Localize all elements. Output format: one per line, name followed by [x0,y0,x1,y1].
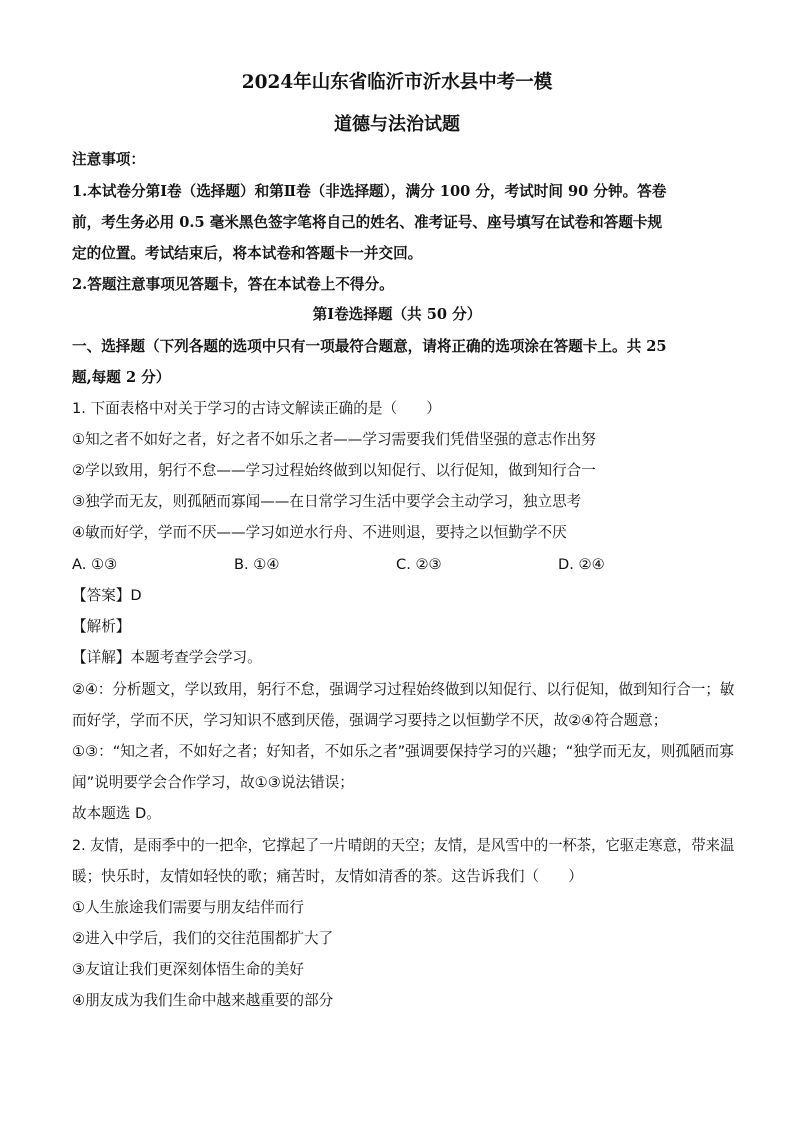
notice-item-1-line-3: 定的位置。考试结束后，将本试卷和答题卡一并交回。 [72,245,423,262]
q1-option-a: A. ①③ [72,556,118,573]
q1-statement-3: ③独学而无友，则孤陋而寡闻——在日常学习生活中要学会主动学习，独立思考 [72,493,582,510]
part1-intro-line-2: 题,每题 2 分） [72,369,171,386]
q2-statement-4: ④朋友成为我们生命中越来越重要的部分 [72,992,334,1009]
exam-subtitle: 道德与法治试题 [334,114,460,135]
notice-item-2: 2.答题注意事项见答题卡，答在本试卷上不得分。 [72,276,394,293]
q2-statement-2: ②进入中学后，我们的交往范围都扩大了 [72,930,334,947]
q1-detail: 【详解】本题考查学会学习。 [72,649,262,666]
q1-option-d: D. ②④ [558,556,605,573]
q1-analysis-label: 【解析】 [72,618,131,635]
q1-option-c: C. ②③ [396,556,442,573]
exam-title: 2024年山东省临沂市沂水县中考一模 [241,72,553,93]
notice-heading: 注意事项： [72,151,145,168]
q1-answer: 【答案】D [72,587,142,604]
q1-explanation-1-line-1: ②④：分析题文，学以致用，躬行不怠，强调学习过程始终做到以知促行、以行促知，做到知行合一；敏 [72,681,735,698]
q1-explanation-2-line-1: ①③：“知之者，不如好之者；好知者，不如乐之者”强调要保持学习的兴趣；“独学而无友，则孤陋而寡 [72,743,734,760]
q1-statement-2: ②学以致用，躬行不怠——学习过程始终做到以知促行、以行促知，做到知行合一 [72,462,596,479]
q2-statement-3: ③友谊让我们更深刻体悟生命的美好 [72,961,304,978]
q1-statement-1: ①知之者不如好之者，好之者不如乐之者——学习需要我们凭借坚强的意志作出努 [72,431,596,448]
q1-statement-4: ④敏而好学，学而不厌——学习如逆水行舟、不进则退，要持之以恒勤学不厌 [72,524,567,541]
q1-conclusion: 故本题选 D。 [72,805,161,822]
notice-item-1-line-2: 前，考生务必用 0.5 毫米黑色签字笔将自己的姓名、准考证号、座号填写在试卷和答题卡规 [72,214,663,231]
part1-intro-line-1: 一、选择题（下列各题的选项中只有一项最符合题意，请将正确的选项涂在答题卡上。共 25 [72,338,667,355]
q2-stem-line-1: 2. 友情，是雨季中的一把伞，它撑起了一片晴朗的天空；友情，是风雪中的一杯茶，它驱走寒意，带来温 [72,837,735,854]
part1-title: 第Ⅰ卷选择题（共 50 分） [312,306,482,323]
q2-stem-line-2: 暖；快乐时，友情如轻快的歌；痛苦时，友情如清香的茶。这告诉我们（ ） [72,868,583,885]
q1-option-b: B. ①④ [234,556,280,573]
q1-explanation-1-line-2: 而好学，学而不厌，学习知识不感到厌倦，强调学习要持之以恒勤学不厌，故②④符合题意； [72,712,668,729]
notice-item-1-line-1: 1.本试卷分第Ⅰ卷（选择题）和第Ⅱ卷（非选择题），满分 100 分，考试时间 90 分钟。答卷 [72,183,667,200]
q1-stem: 1. 下面表格中对关于学习的古诗文解读正确的是（ ） [72,400,441,417]
q1-explanation-2-line-2: 闻”说明要学会合作学习，故①③说法错误； [72,774,354,791]
q2-statement-1: ①人生旅途我们需要与朋友结伴而行 [72,899,304,916]
